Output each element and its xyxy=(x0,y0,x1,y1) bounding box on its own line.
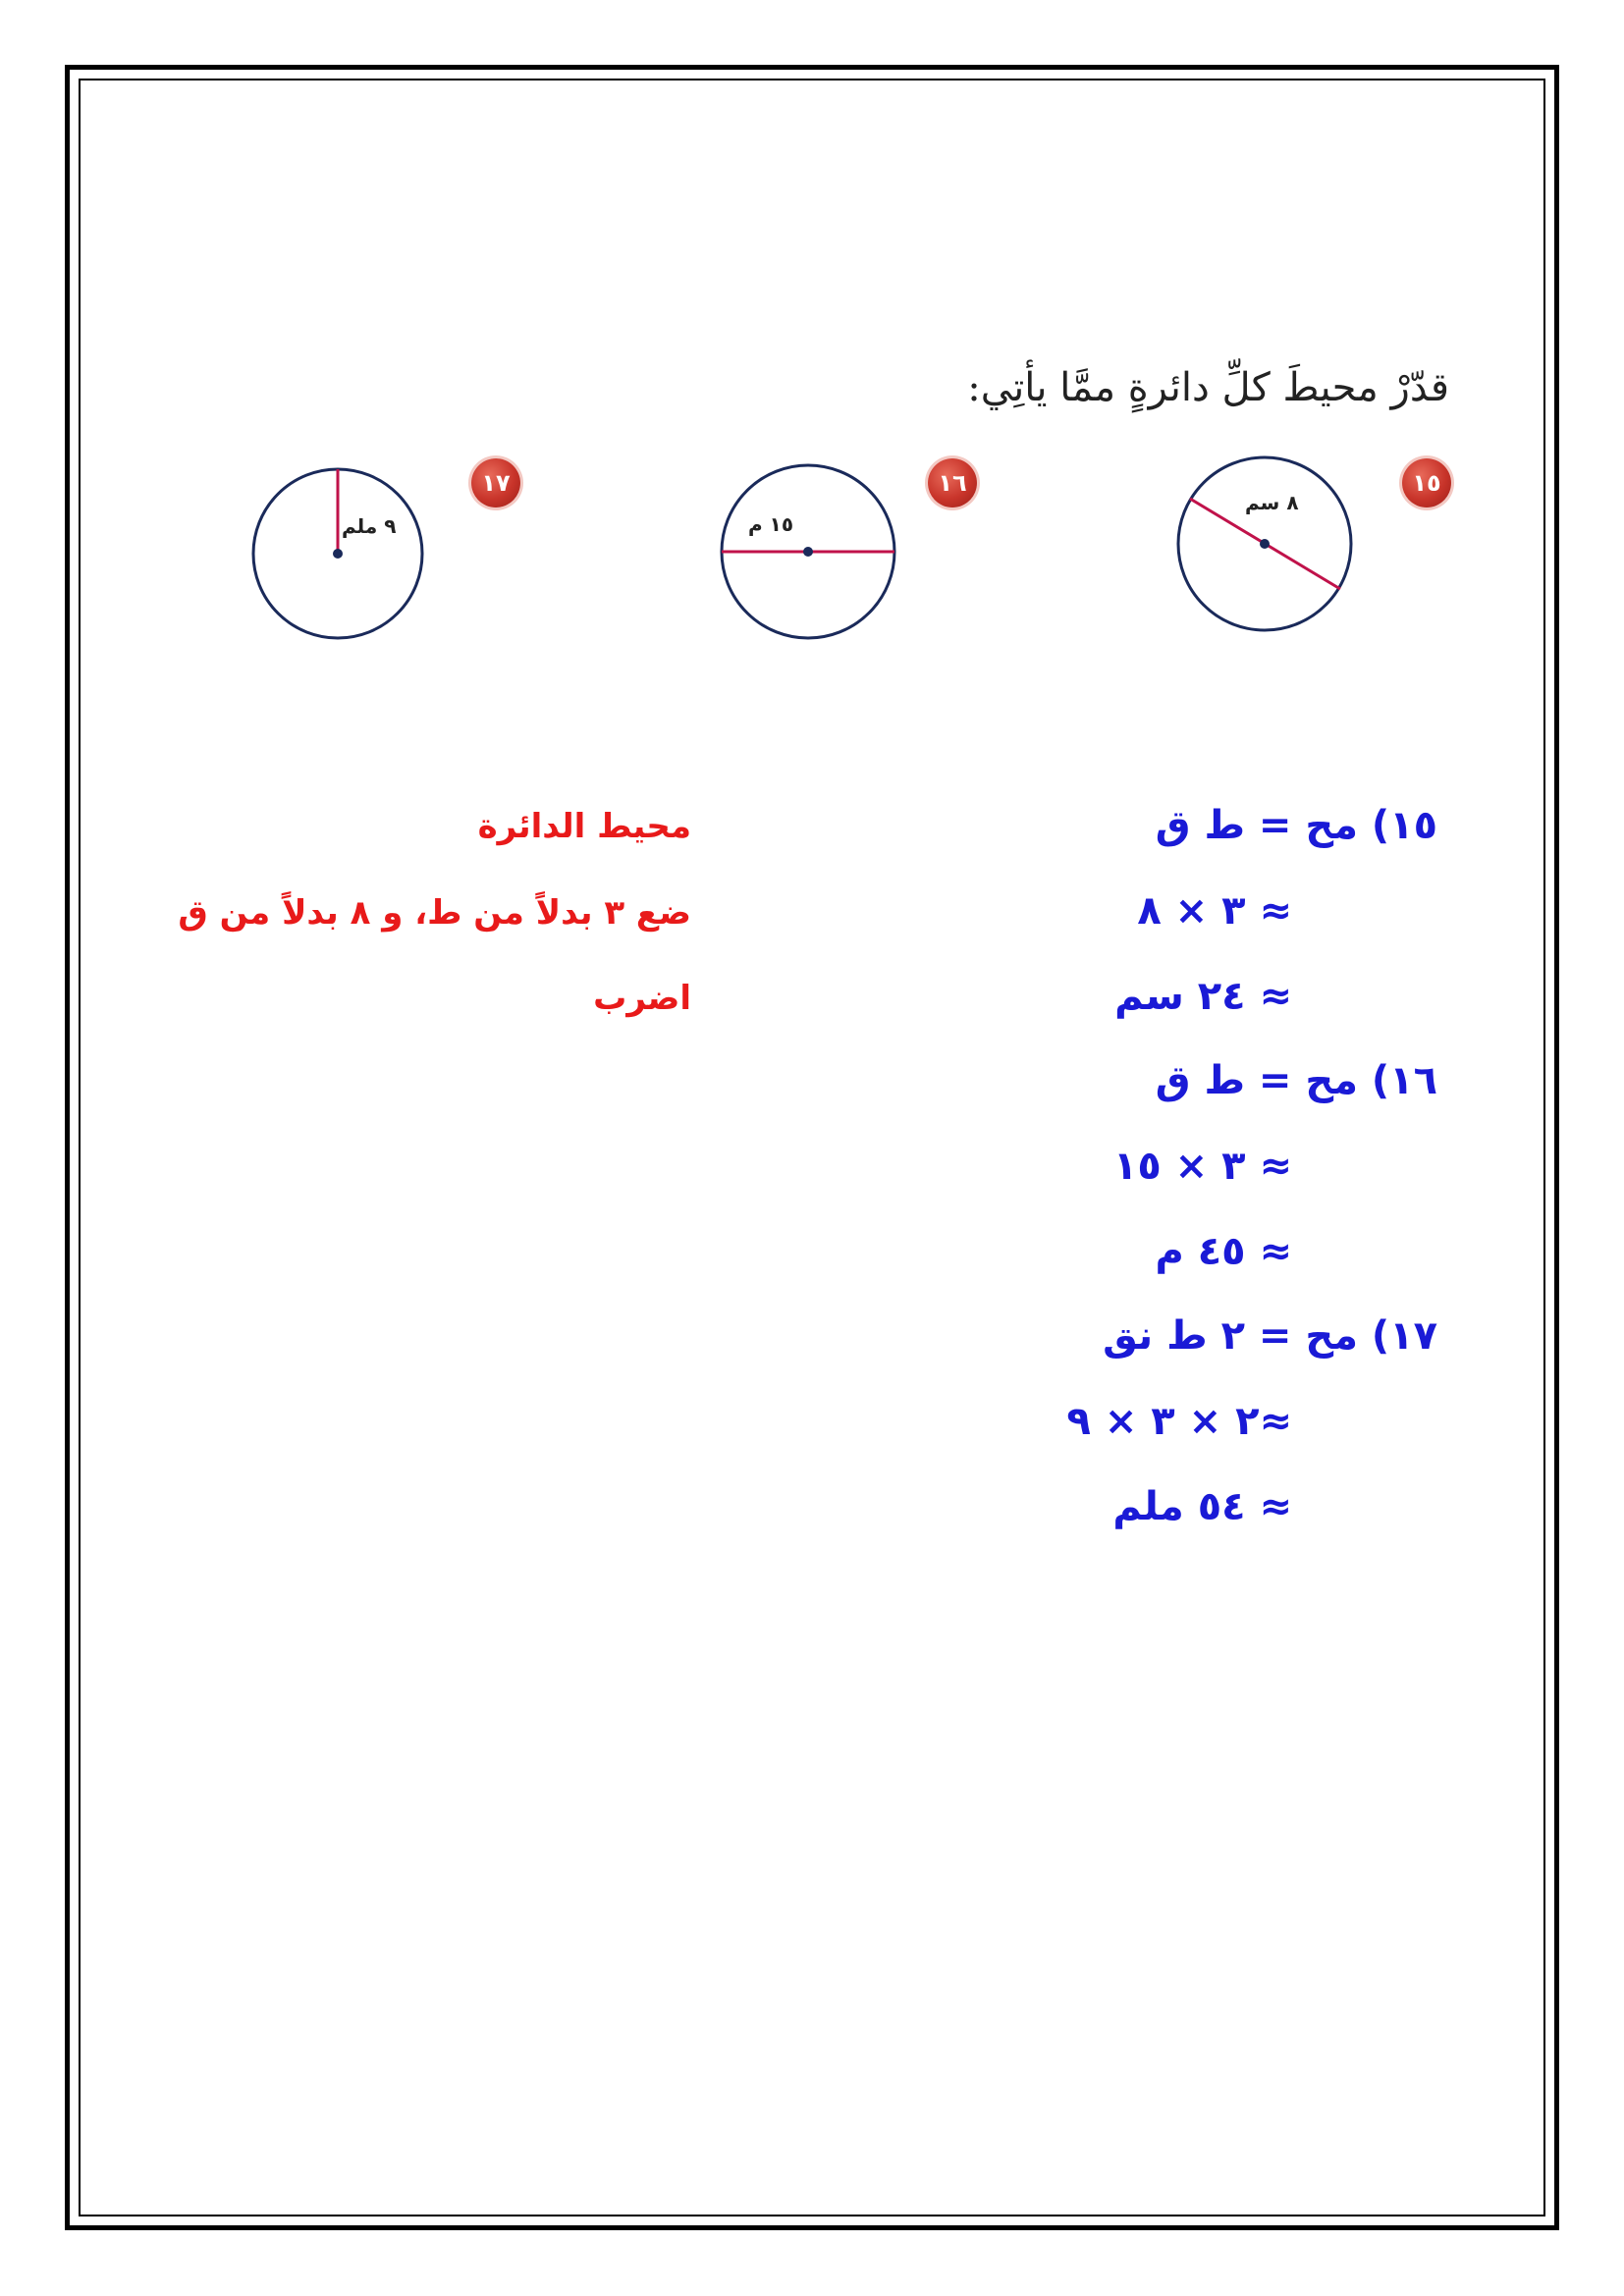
exercise-17-badge: ١٧ xyxy=(471,458,520,507)
note-line-2: ضع ٣ بدلاً من ط، و ٨ بدلاً من ق xyxy=(178,893,691,933)
exercise-heading: قدّرْ محيطَ كلِّ دائرةٍ ممَّا يأتِي: xyxy=(967,365,1449,410)
circle-16-label: ١٥ م xyxy=(748,512,794,536)
solution-17-line-1: ١٧) مح = ٢ ط نق xyxy=(1103,1313,1437,1359)
solution-17-line-3: ≈ ٥٤ ملم xyxy=(1112,1484,1292,1529)
solution-17-line-2: ≈٢ × ٣ × ٩ xyxy=(1066,1399,1292,1444)
solution-16-line-1: ١٦) مح = ط ق xyxy=(1155,1058,1437,1103)
circle-16-center xyxy=(803,547,813,557)
solution-15-line-2: ≈ ٣ × ٨ xyxy=(1137,888,1292,934)
solution-15-line-3: ≈ ٢٤ سم xyxy=(1114,974,1292,1019)
circle-17-center xyxy=(333,549,343,559)
solution-16-line-3: ≈ ٤٥ م xyxy=(1155,1229,1292,1274)
solution-15-line-1: ١٥) مح = ط ق xyxy=(1155,803,1437,848)
exercise-16-badge: ١٦ xyxy=(928,458,977,507)
solution-16-line-2: ≈ ٣ × ١٥ xyxy=(1112,1144,1292,1189)
note-line-1: محيط الدائرة xyxy=(477,807,691,846)
circle-15-center xyxy=(1260,539,1270,549)
note-line-3: اضرب xyxy=(593,979,691,1018)
exercise-15-badge: ١٥ xyxy=(1402,458,1451,507)
circle-17-label: ٩ ملم xyxy=(342,514,397,538)
circle-15-label: ٨ سم xyxy=(1245,491,1299,514)
